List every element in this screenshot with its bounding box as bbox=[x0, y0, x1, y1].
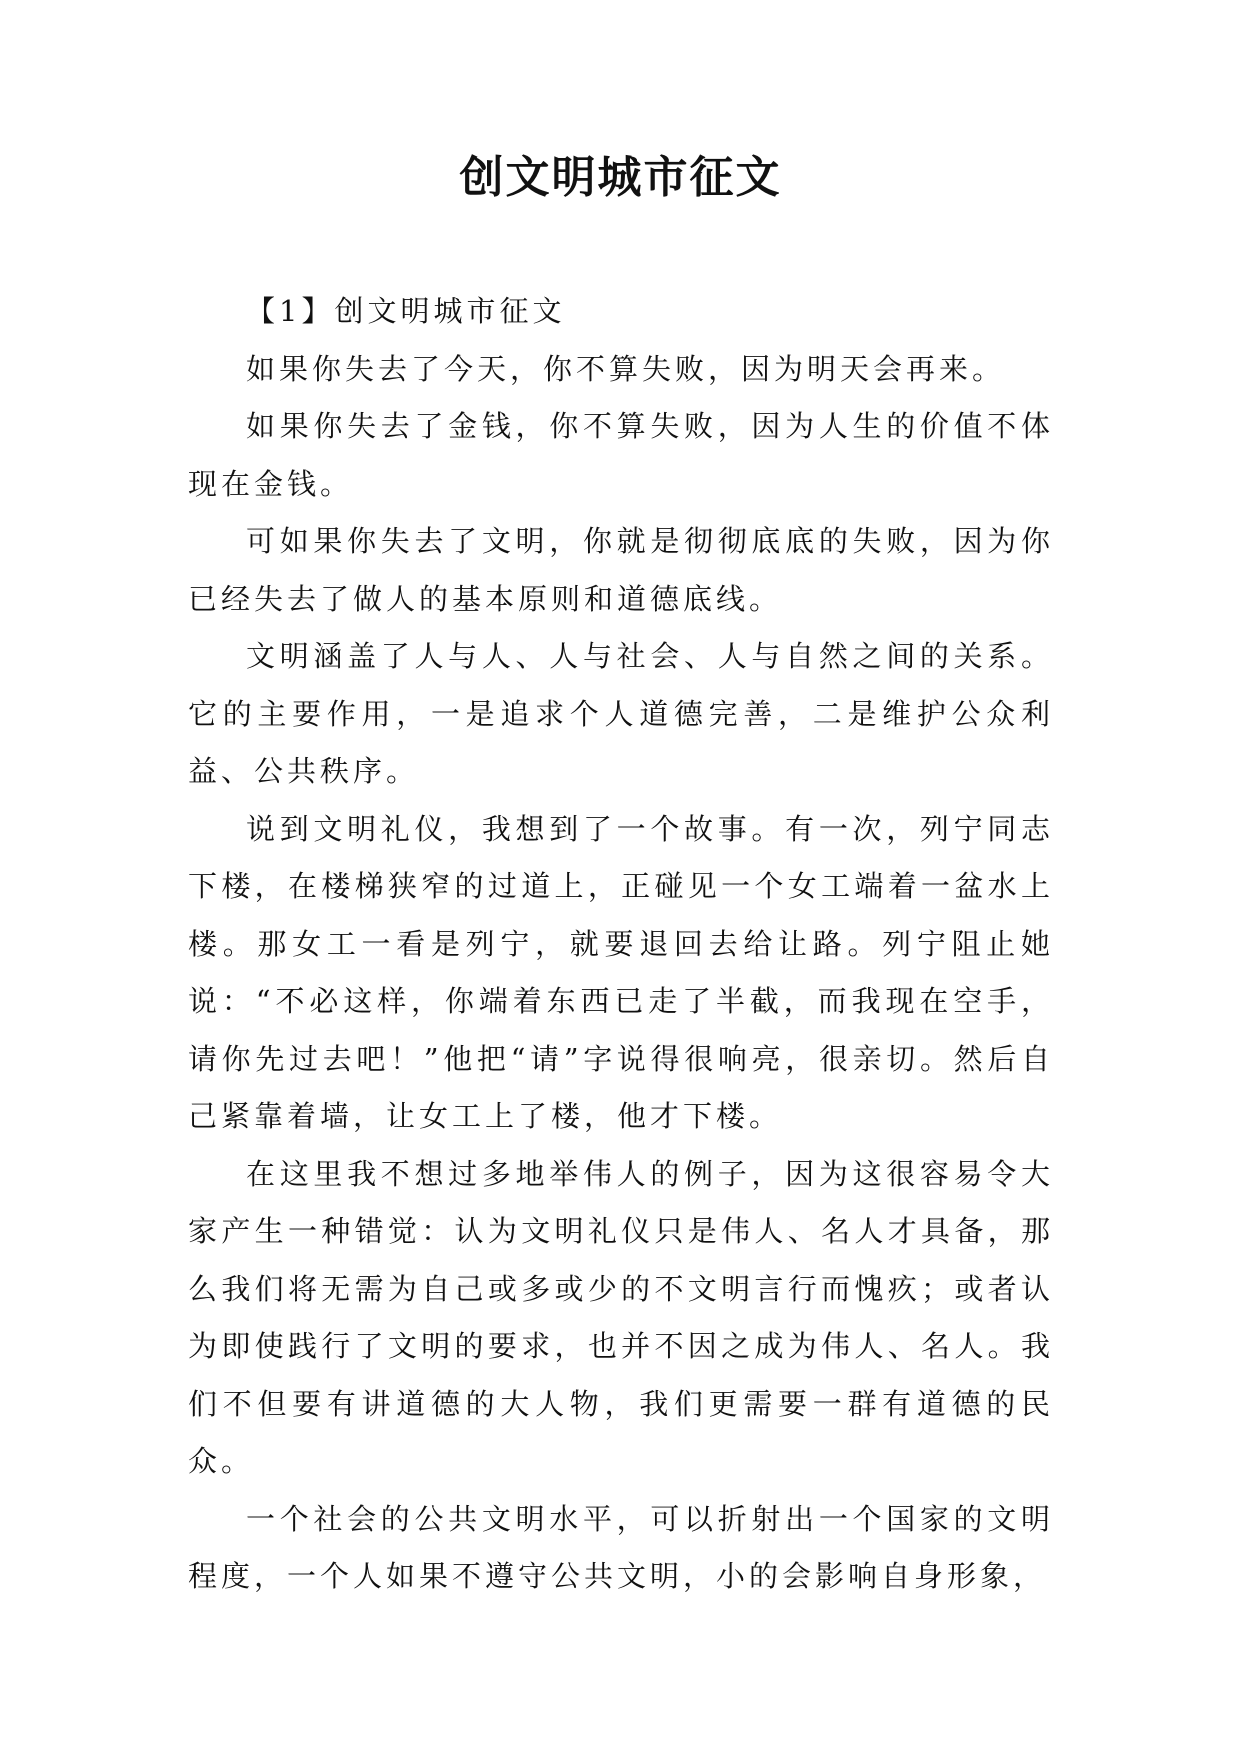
paragraph: 如果你失去了今天，你不算失败，因为明天会再来。 bbox=[246, 351, 1006, 386]
paragraph: 文明涵盖了人与人、人与社会、人与自然之间的关系。它的主要作用，一是追求个人道德完善，二是维护公众利益、公共秩序。 bbox=[188, 639, 1054, 788]
document-body bbox=[188, 283, 1054, 1606]
paragraph: 在这里我不想过多地举伟人的例子，因为这很容易令大家产生一种错觉：认为文明礼仪只是伟人、名人才具备，那么我们将无需为自己或多或少的不文明言行而愧疚；或者认为即使践行了文明的要求，也并不因之成为伟人、名人。我们不但要有讲道德的大人物，我们更需要一群有道德的民众。 bbox=[188, 1156, 1054, 1478]
paragraph: 可如果你失去了文明，你就是彻彻底底的失败，因为你已经失去了做人的基本原则和道德底线。 bbox=[188, 524, 1054, 616]
paragraph: 一个社会的公共文明水平，可以折射出一个国家的文明程度，一个人如果不遵守公共文明，小的会影响自身形象， bbox=[188, 1501, 1054, 1593]
document-title: 创文明城市征文 bbox=[459, 152, 782, 203]
paragraph: 说到文明礼仪，我想到了一个故事。有一次，列宁同志下楼，在楼梯狭窄的过道上，正碰见一个女工端着一盆水上楼。那女工一看是列宁，就要退回去给让路。列宁阻止她说：“不必这样，你端着东西已走了半截，而我现在空手，请你先过去吧！”他把“请”字说得很响亮，很亲切。然后自己紧靠着墙，让女工上了楼，他才下楼。 bbox=[188, 811, 1054, 1133]
paragraph-heading: 【1】创文明城市征文 bbox=[246, 294, 566, 328]
paragraph: 如果你失去了金钱，你不算失败，因为人生的价值不体现在金钱。 bbox=[188, 409, 1054, 501]
